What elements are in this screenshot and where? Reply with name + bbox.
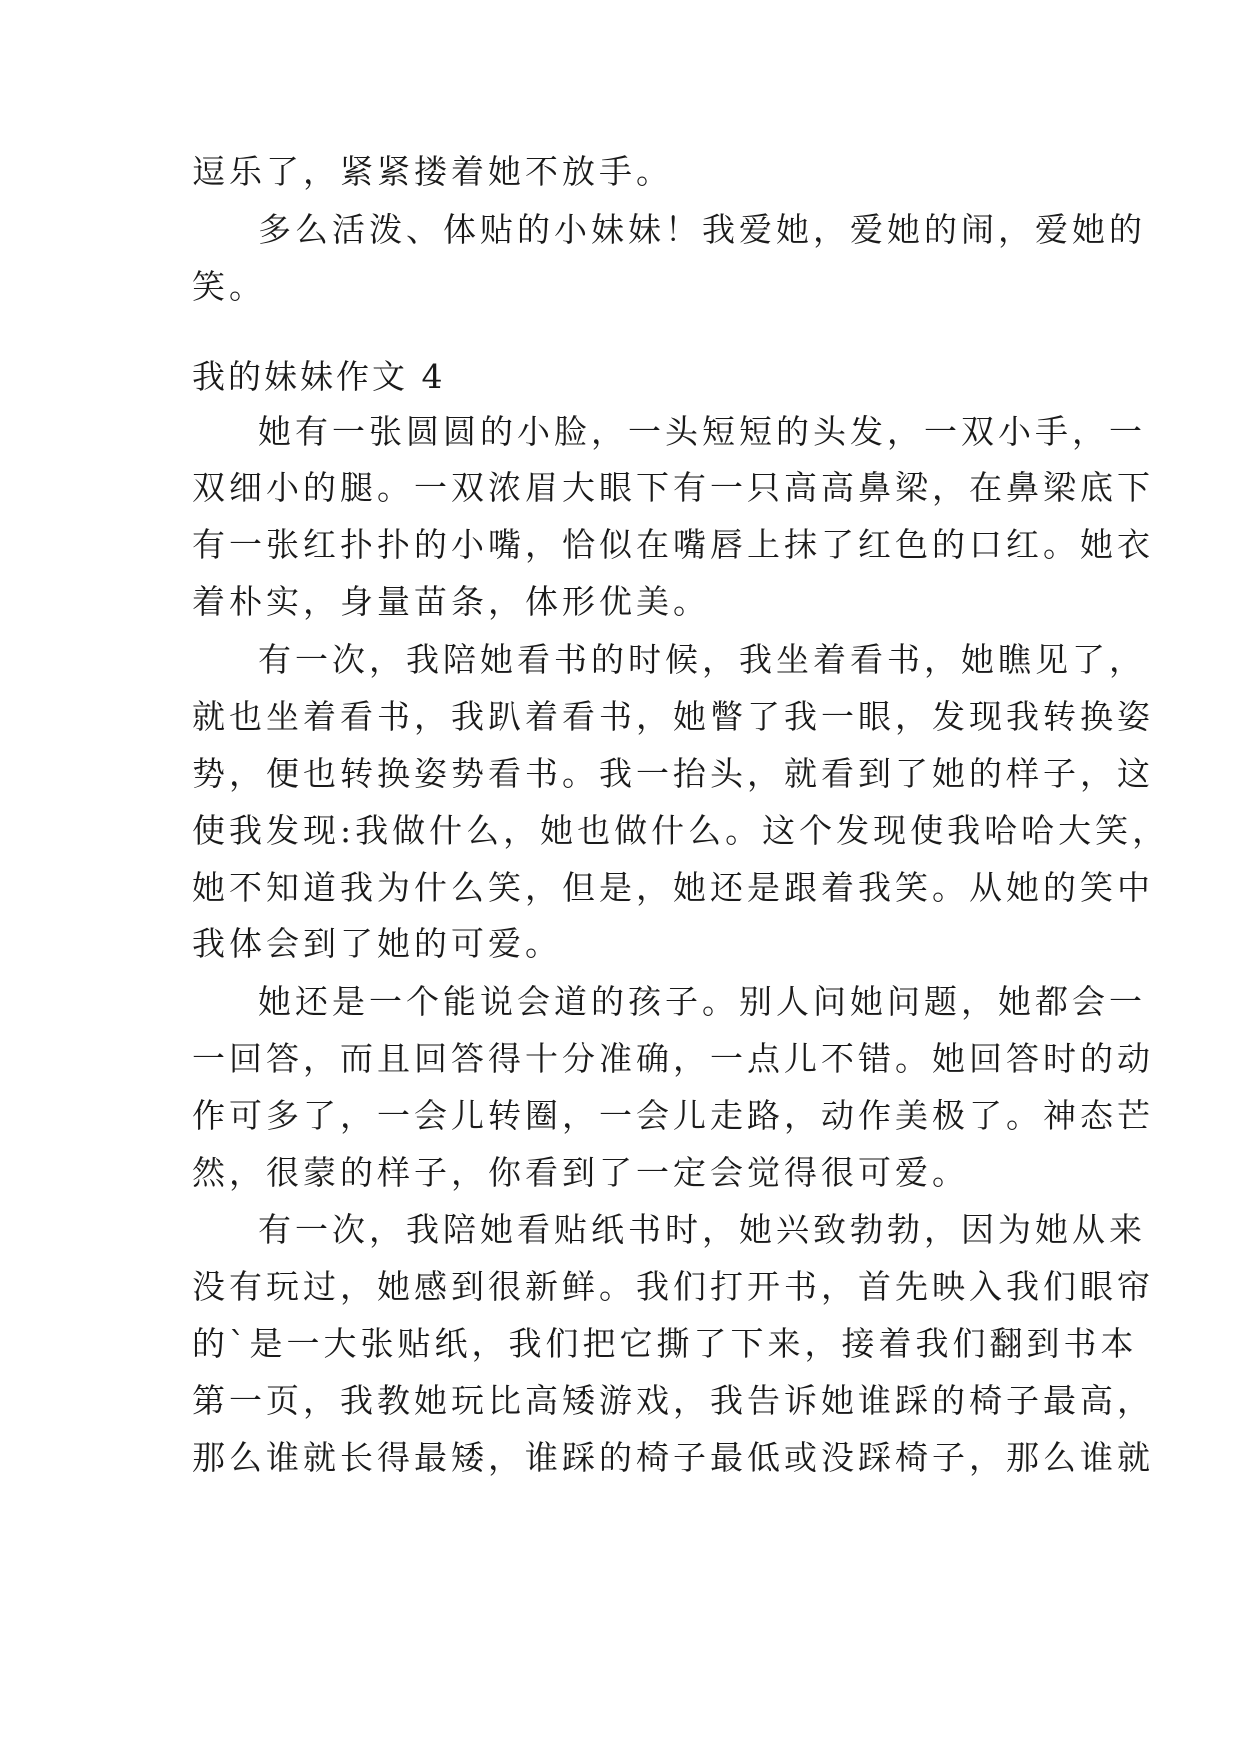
text-line: 有一次，我陪她看书的时候，我坐着看书，她瞧见了，: [258, 640, 1146, 679]
text-line: 有一张红扑扑的小嘴，恰似在嘴唇上抹了红色的口红。她衣: [192, 525, 1154, 564]
text-line: 没有玩过，她感到很新鲜。我们打开书，首先映入我们眼帘: [192, 1267, 1154, 1306]
text-line: 作可多了，一会儿转圈，一会儿走路，动作美极了。神态芒: [192, 1096, 1154, 1135]
text-line: 她不知道我为什么笑，但是，她还是跟着我笑。从她的笑中: [192, 868, 1154, 907]
section-heading: 我的妹妹作文 4: [192, 357, 446, 396]
text-line: 有一次，我陪她看贴纸书时，她兴致勃勃，因为她从来: [258, 1210, 1146, 1249]
text-line: 笑。: [192, 267, 266, 306]
text-line: 那么谁就长得最矮，谁踩的椅子最低或没踩椅子，那么谁就: [192, 1438, 1154, 1477]
text-line: 第一页，我教她玩比高矮游戏，我告诉她谁踩的椅子最高，: [192, 1381, 1154, 1420]
text-line: 多么活泼、体贴的小妹妹！我爱她，爱她的闹，爱她的: [258, 210, 1146, 249]
text-line: 她有一张圆圆的小脸，一头短短的头发，一双小手，一: [258, 412, 1146, 451]
text-line: 势，便也转换姿势看书。我一抬头，就看到了她的样子，这: [192, 754, 1154, 793]
text-line: 然，很蒙的样子，你看到了一定会觉得很可爱。: [192, 1153, 969, 1192]
text-line: 她还是一个能说会道的孩子。别人问她问题，她都会一: [258, 982, 1146, 1021]
text-line: 着朴实，身量苗条，体形优美。: [192, 582, 710, 621]
text-line: 使我发现:我做什么，她也做什么。这个发现使我哈哈大笑，: [192, 811, 1170, 850]
text-line: 一回答，而且回答得十分准确，一点儿不错。她回答时的动: [192, 1039, 1154, 1078]
text-line: 双细小的腿。一双浓眉大眼下有一只高高鼻梁，在鼻梁底下: [192, 468, 1154, 507]
text-line: 逗乐了，紧紧搂着她不放手。: [192, 152, 673, 191]
text-line: 的`是一大张贴纸，我们把它撕了下来，接着我们翻到书本: [192, 1324, 1138, 1363]
text-line: 就也坐着看书，我趴着看书，她瞥了我一眼，发现我转换姿: [192, 697, 1154, 736]
text-line: 我体会到了她的可爱。: [192, 924, 562, 963]
